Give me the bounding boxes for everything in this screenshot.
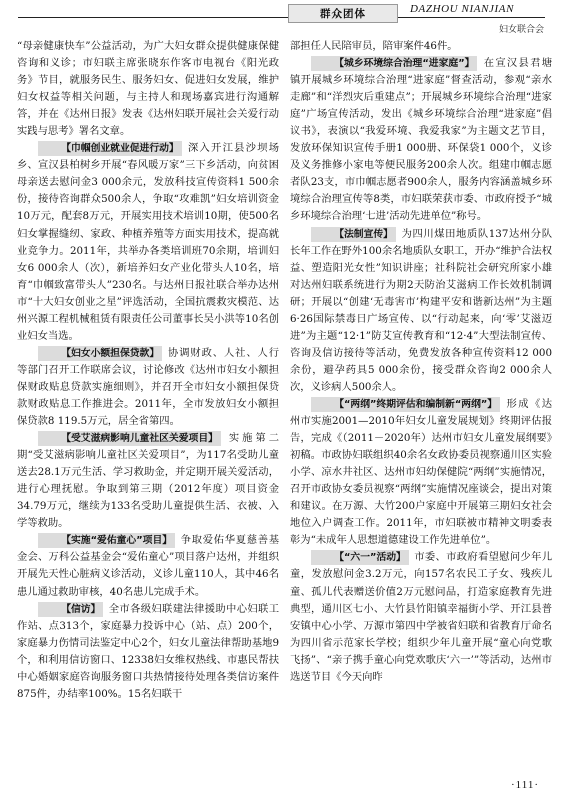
paragraph-heading: 【法制宣传】 <box>311 227 396 242</box>
paragraph <box>290 38 552 55</box>
paragraph-text: 部担任人民陪审员，陪审案件46件。 <box>290 40 458 52</box>
paragraph-text: 市委、市政府看望慰问少年儿童，发放慰问金3.2万元，向157名农民工子女、残疾儿童、孤儿代表赠送价值2万元慰问品，打造家庭教育先进典型，通川区七小、大竹县竹阳镇幸福街小学、开江县普安镇中心小学、万源市第四中学被省妇联和省教育厅命名为四川省示范家长学校；组织少年儿童开展“童心向党歌飞扬”、“亲子携手童心向党欢歌庆‘六一’”等活动，达州市选送节目《今天向昨 <box>290 551 552 683</box>
paragraph <box>17 38 279 140</box>
paragraph-heading: 【实施“爱佑童心”项目】 <box>38 533 175 548</box>
paragraph-text: 全市各级妇联建法律援助中心妇联工作站、点313个，家庭暴力投诉中心（站、点）200个，家庭暴力伤情司法鉴定中心2个，妇女儿童法律帮助基地9个，和利用信访窗口、12338妇女维权热线、市惠民帮扶中心婚姻家庭咨询服务窗口共热情接待处理各类信访案件875件，办结率100%。15名妇联干 <box>17 602 279 700</box>
left-column <box>17 38 279 703</box>
page-number: ·111· <box>510 779 539 791</box>
right-column <box>290 38 552 686</box>
paragraph-heading: 【信访】 <box>38 602 104 617</box>
paragraph <box>290 396 552 549</box>
paragraph <box>290 226 552 396</box>
header-rule <box>18 17 545 18</box>
paragraph <box>290 55 552 225</box>
paragraph-heading: 【受艾滋病影响儿童社区关爱项目】 <box>38 431 221 446</box>
paragraph <box>17 140 279 345</box>
paragraph-heading: 【城乡环境综合治理“进家庭”】 <box>311 56 478 71</box>
paragraph-heading: 【“六一”活动】 <box>311 550 409 565</box>
paragraph-text: 争取爱佑华夏慈善基金会、万科公益基金会“爱佑童心”项目落户达州，并组织开展先天性心脏病义诊活动，义诊儿童110人，其中46名患儿通过救助审核，40名患儿完成手术。 <box>17 534 279 598</box>
paragraph-text: “母亲健康快车”公益活动，为广大妇女群众提供健康保健咨询和义诊；市妇联主席张晓东作客市电视台《阳光政务》节目，就服务民生、服务妇女、促进妇女发展，维护妇女权益等相关问题，与主持人和现场嘉宾进行沟通解答，并在《达州日报》发表《达州妇联开展社会关爱行动实践与思考》署名文章。 <box>17 40 279 138</box>
section-tab <box>288 4 398 23</box>
paragraph-text: 在宣汉县君塘镇开展城乡环境综合治理“进家庭”督查活动，参观“亲水走廊”和“洋烈灾后重建点”；开展城乡环境综合治理“进家庭”广场宣传活动，发出《城乡环境综合治理“进家庭”倡议书》，表演以“我爱环境、我爱我家”为主题文艺节目，发放环保知识宣传手册1 000册、环保袋1 000个，义诊及义务推修小家电等便民服务200余人次。组建巾帼志愿者队23支，市巾帼志愿者900余人，服务内容涵盖城乡环境综合治理宣传等8类，市妇联荣获市委、市政府授予“城乡环境综合治理‘七进’活动先进单位”称号。 <box>290 57 552 223</box>
paragraph-text: 深入开江县沙坝场乡、宣汉县柏树乡开展“春风暖万家”三下乡活动，向贫困母亲送去慰问金3 000余元，发放科技宣传资料1 500余份，接待咨询群众500余人，争取“攻难凯”妇女培训资金10万元，配套8万元，开展实用技术培训10期，使500名妇女掌握缝纫、家政、种植养殖等方面实用技术，提高就业竞争力。2011年，共举办各类培训班70余期，培训妇女6 000余人（次），新培养妇女产业化带头人10名，培育“巾帼致富带头人”230名。与达州日报社联合举办达州市“十大妇女创业之星”评选活动，全国抗震救灾模范、达州兴源工程机械租赁有限责任公司董事长吴小洪等10名创业妇女当选。 <box>17 142 279 342</box>
paragraph <box>290 549 552 685</box>
subsection-title: 妇女联合会 <box>498 25 544 35</box>
paragraph-heading: 【“两纲”终期评估和编制新“两纲”】 <box>311 397 501 412</box>
journal-title: DAZHOU NIANJIAN <box>410 3 515 15</box>
paragraph-text: 实施第二期“受艾滋病影响儿童社区关爱项目”，为117名受助儿童送去28.1万元生活、学习救助金，并定期开展关爱活动，进行心理抚慰。争取到第三期（2012年度）项目资金34.79万元，继续为133名受助儿童提供生活、衣被、入学等救助。 <box>17 432 279 530</box>
paragraph-heading: 【妇女小额担保贷款】 <box>38 346 163 361</box>
paragraph <box>17 345 279 430</box>
paragraph <box>17 601 279 703</box>
paragraph-heading: 【巾帼创业就业促进行动】 <box>38 141 182 156</box>
paragraph <box>17 532 279 600</box>
page-header <box>0 0 563 36</box>
paragraph-text: 协调财政、人社、人行等部门召开工作联席会议，讨论修改《达州市妇女小额担保财政贴息贷款实施细则》，并召开全市妇女小额担保贷款财政贴息工作推进会。2011年，全市发放妇女小额担保贷款8 119.5万元，居全省第四。 <box>17 346 279 428</box>
section-title: 群众团体 <box>320 8 366 20</box>
paragraph-text: 为四川煤田地质队137达州分队长年工作在野外100余名地质队女职工，开办“维护合法权益、塑造阳光女性”知识讲座；社科院社会研究所家小雄对达州妇联系统进行为期2天防治艾滋病工作长效机制调研；开展以“创建‘无毒害市’构建平安和谐新达州”为主题6·26国际禁毒日广场宣传、以“行动起来，向‘零’艾滋迈进”为主题“12·1”防艾宣传教育和“12·4”大型法制宣传、咨询及信访接待等活动，免费发放各种宣传资料12 000余份，避孕药具5 000余份，接受群众咨询2 000余人次，义诊病人500余人。 <box>290 227 552 393</box>
paragraph <box>17 430 279 532</box>
paragraph-text: 形成《达州市实施2001—2010年妇女儿童发展规划》终期评估报告，完成《（2011－2020年）达州市妇女儿童发展纲要》初稿。市政协妇联组织40余名女政协委员视察通川区实验小学、凉水井社区、达州市妇幼保健院“两纲”实施情况，召开市政协女委员视察“两纲”实施情况座谈会，提出对策和建议。在万源、大竹200户家庭中开展第三期妇女社会地位入户调查工作。2011年，市妇联被市精神文明委表彰为“未成年人思想道德建设工作先进单位”。 <box>290 397 552 547</box>
